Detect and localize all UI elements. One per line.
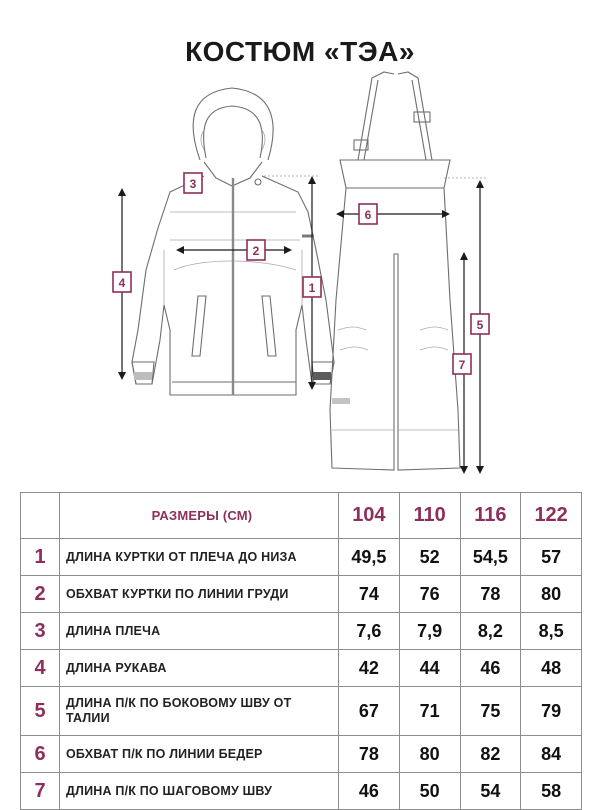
row-number: 7	[21, 773, 60, 810]
row-value: 48	[521, 650, 582, 687]
jacket-drawing	[132, 88, 334, 395]
row-value: 52	[399, 539, 460, 576]
row-value: 57	[521, 539, 582, 576]
row-value: 46	[339, 773, 400, 810]
row-label: ДЛИНА П/К ПО ШАГОВОМУ ШВУ	[60, 773, 339, 810]
size-table	[20, 492, 582, 810]
measurement-lines	[118, 176, 486, 474]
row-number: 3	[21, 613, 60, 650]
row-label: ДЛИНА ПЛЕЧА	[60, 613, 339, 650]
row-value: 76	[399, 576, 460, 613]
row-label: ОБХВАТ П/К ПО ЛИНИИ БЕДЕР	[60, 736, 339, 773]
table-row	[21, 576, 582, 613]
table-row	[21, 773, 582, 810]
row-value: 7,9	[399, 613, 460, 650]
svg-text:6: 6	[364, 208, 372, 222]
row-value: 71	[399, 687, 460, 736]
table-row	[21, 650, 582, 687]
marker-5	[471, 314, 489, 334]
pants-drawing	[330, 72, 460, 470]
header-corner-cell	[21, 493, 60, 539]
svg-text:4: 4	[118, 276, 126, 290]
row-value: 67	[339, 687, 400, 736]
row-value: 84	[521, 736, 582, 773]
row-value: 8,5	[521, 613, 582, 650]
row-number: 5	[21, 687, 60, 736]
marker-1	[303, 277, 321, 297]
row-value: 78	[339, 736, 400, 773]
row-value: 54,5	[460, 539, 521, 576]
svg-text:3: 3	[189, 177, 197, 191]
row-value: 80	[521, 576, 582, 613]
row-value: 82	[460, 736, 521, 773]
row-label: ДЛИНА КУРТКИ ОТ ПЛЕЧА ДО НИЗА	[60, 539, 339, 576]
row-value: 8,2	[460, 613, 521, 650]
marker-2	[247, 240, 265, 260]
table-row	[21, 687, 582, 736]
table-row	[21, 613, 582, 650]
marker-4	[113, 272, 131, 292]
row-value: 7,6	[339, 613, 400, 650]
row-value: 42	[339, 650, 400, 687]
row-value: 80	[399, 736, 460, 773]
row-value: 74	[339, 576, 400, 613]
row-value: 46	[460, 650, 521, 687]
row-number: 6	[21, 736, 60, 773]
marker-6	[359, 204, 377, 224]
table-row	[21, 736, 582, 773]
page-title: КОСТЮМ «ТЭА»	[185, 36, 415, 67]
svg-text:7: 7	[458, 358, 466, 372]
row-number: 1	[21, 539, 60, 576]
svg-text:1: 1	[308, 281, 316, 295]
table-header-row	[21, 493, 582, 539]
size-header: 116	[460, 493, 521, 539]
row-number: 4	[21, 650, 60, 687]
table-row	[21, 539, 582, 576]
size-header: 110	[399, 493, 460, 539]
row-value: 78	[460, 576, 521, 613]
row-label: ДЛИНА РУКАВА	[60, 650, 339, 687]
svg-text:2: 2	[252, 244, 260, 258]
row-label: ДЛИНА П/К ПО БОКОВОМУ ШВУ ОТ ТАЛИИ	[60, 687, 339, 736]
svg-text:5: 5	[476, 318, 484, 332]
row-value: 44	[399, 650, 460, 687]
row-value: 75	[460, 687, 521, 736]
marker-3	[184, 173, 202, 193]
row-label: ОБХВАТ КУРТКИ ПО ЛИНИИ ГРУДИ	[60, 576, 339, 613]
row-value: 50	[399, 773, 460, 810]
size-header: 104	[339, 493, 400, 539]
row-number: 2	[21, 576, 60, 613]
row-value: 49,5	[339, 539, 400, 576]
row-value: 79	[521, 687, 582, 736]
row-value: 54	[460, 773, 521, 810]
size-header: 122	[521, 493, 582, 539]
marker-7	[453, 354, 471, 374]
header-label: РАЗМЕРЫ (СМ)	[60, 493, 339, 539]
row-value: 58	[521, 773, 582, 810]
